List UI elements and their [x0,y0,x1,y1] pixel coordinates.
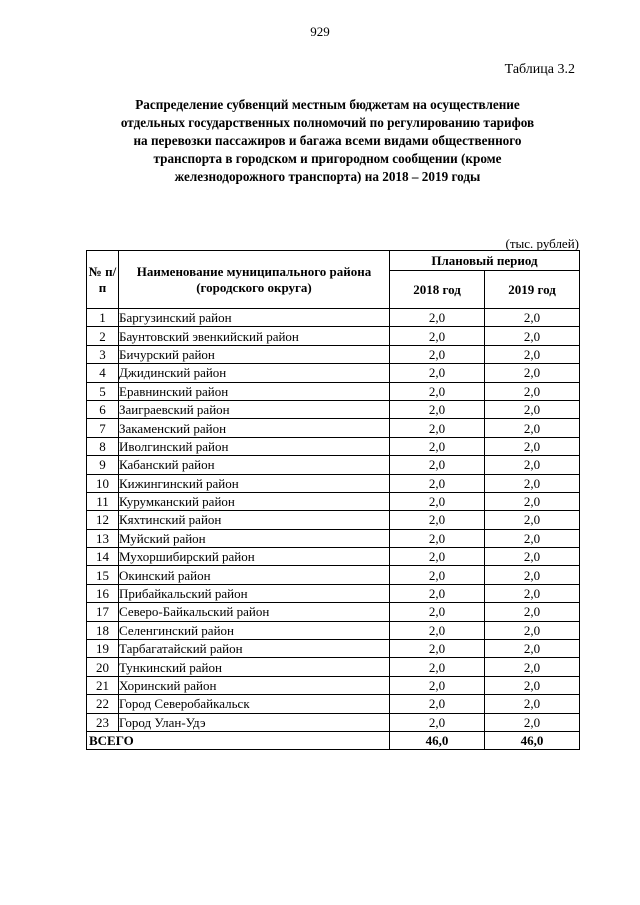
value-2018: 2,0 [390,676,485,694]
header-year-2018: 2018 год [390,271,485,309]
district-name: Джидинский район [119,364,390,382]
table-row [87,676,580,694]
district-name: Хоринский район [119,676,390,694]
value-2018: 2,0 [390,382,485,400]
district-name: Кабанский район [119,456,390,474]
value-2018: 2,0 [390,621,485,639]
value-2019: 2,0 [485,364,580,382]
header-num: № п/п [87,251,119,309]
table-row [87,640,580,658]
subsidy-table [86,250,580,750]
units-label: (тыс. рублей) [505,236,579,251]
title-line: на перевозки пассажиров и багажа всеми видами общественного [133,133,522,148]
table-row [87,327,580,345]
district-name: Тарбагатайский район [119,640,390,658]
district-name: Бичурский район [119,345,390,363]
district-name: Баргузинский район [119,309,390,327]
value-2019: 2,0 [485,437,580,455]
row-number: 5 [87,382,119,400]
row-number: 9 [87,456,119,474]
district-name: Мухоршибирский район [119,548,390,566]
value-2019: 2,0 [485,548,580,566]
district-name: Прибайкальский район [119,584,390,602]
district-name: Еравнинский район [119,382,390,400]
row-number: 14 [87,548,119,566]
value-2018: 2,0 [390,474,485,492]
table-row [87,511,580,529]
value-2019: 2,0 [485,456,580,474]
value-2019: 2,0 [485,419,580,437]
district-name: Кижингинский район [119,474,390,492]
total-value-2019: 46,0 [485,731,580,749]
table-row [87,309,580,327]
district-name: Город Улан-Удэ [119,713,390,731]
value-2018: 2,0 [390,658,485,676]
table-row [87,584,580,602]
value-2019: 2,0 [485,695,580,713]
district-name: Баунтовский эвенкийский район [119,327,390,345]
value-2018: 2,0 [390,327,485,345]
row-number: 20 [87,658,119,676]
table-row [87,695,580,713]
value-2018: 2,0 [390,603,485,621]
row-number: 4 [87,364,119,382]
value-2019: 2,0 [485,640,580,658]
row-number: 19 [87,640,119,658]
table-row [87,548,580,566]
page-number: 929 [310,24,330,39]
value-2018: 2,0 [390,400,485,418]
value-2018: 2,0 [390,456,485,474]
value-2019: 2,0 [485,327,580,345]
row-number: 1 [87,309,119,327]
table-row [87,492,580,510]
value-2018: 2,0 [390,345,485,363]
value-2019: 2,0 [485,566,580,584]
title-line: отдельных государственных полномочий по регулированию тарифов [120,115,535,130]
row-number: 18 [87,621,119,639]
table-row [87,603,580,621]
district-name: Кяхтинский район [119,511,390,529]
value-2018: 2,0 [390,713,485,731]
value-2018: 2,0 [390,419,485,437]
row-number: 21 [87,676,119,694]
value-2019: 2,0 [485,400,580,418]
total-row [87,731,580,749]
district-name: Тункинский район [119,658,390,676]
value-2019: 2,0 [485,382,580,400]
row-number: 6 [87,400,119,418]
value-2018: 2,0 [390,529,485,547]
value-2019: 2,0 [485,713,580,731]
district-name: Курумканский район [119,492,390,510]
table-row [87,456,580,474]
value-2019: 2,0 [485,345,580,363]
value-2019: 2,0 [485,529,580,547]
value-2019: 2,0 [485,309,580,327]
row-number: 11 [87,492,119,510]
value-2019: 2,0 [485,676,580,694]
value-2019: 2,0 [485,621,580,639]
table-label: Таблица 3.2 [504,62,575,77]
row-number: 13 [87,529,119,547]
table-row [87,529,580,547]
value-2018: 2,0 [390,364,485,382]
header-period: Плановый период [390,251,580,271]
document-title [100,96,555,186]
table-row [87,419,580,437]
row-number: 15 [87,566,119,584]
district-name: Заиграевский район [119,400,390,418]
total-value-2018: 46,0 [390,731,485,749]
value-2019: 2,0 [485,474,580,492]
row-number: 7 [87,419,119,437]
row-number: 3 [87,345,119,363]
row-number: 16 [87,584,119,602]
row-number: 10 [87,474,119,492]
table-row [87,658,580,676]
value-2019: 2,0 [485,511,580,529]
value-2018: 2,0 [390,492,485,510]
value-2018: 2,0 [390,511,485,529]
table-row [87,474,580,492]
value-2018: 2,0 [390,640,485,658]
row-number: 12 [87,511,119,529]
district-name: Селенгинский район [119,621,390,639]
header-name: Наименование муниципального района (городского округа) [119,251,390,309]
value-2018: 2,0 [390,695,485,713]
value-2018: 2,0 [390,548,485,566]
value-2019: 2,0 [485,492,580,510]
table-row [87,566,580,584]
district-name: Окинский район [119,566,390,584]
total-label: ВСЕГО [87,731,390,749]
row-number: 22 [87,695,119,713]
title-line: железнодорожного транспорта) на 2018 – 2019 годы [174,169,481,184]
district-name: Муйский район [119,529,390,547]
header-year-2019: 2019 год [485,271,580,309]
row-number: 2 [87,327,119,345]
value-2018: 2,0 [390,584,485,602]
row-number: 23 [87,713,119,731]
value-2018: 2,0 [390,309,485,327]
district-name: Город Северобайкальск [119,695,390,713]
value-2018: 2,0 [390,566,485,584]
table-row [87,713,580,731]
district-name: Иволгинский район [119,437,390,455]
title-line: транспорта в городском и пригородном сообщении (кроме [153,151,502,166]
table-row [87,437,580,455]
table-row [87,382,580,400]
title-line: Распределение субвенций местным бюджетам на осуществление [135,97,520,112]
value-2019: 2,0 [485,603,580,621]
district-name: Северо-Байкальский район [119,603,390,621]
table-row [87,400,580,418]
value-2018: 2,0 [390,437,485,455]
row-number: 8 [87,437,119,455]
table-row [87,621,580,639]
table-row [87,345,580,363]
district-name: Закаменский район [119,419,390,437]
value-2019: 2,0 [485,584,580,602]
table-row [87,364,580,382]
value-2019: 2,0 [485,658,580,676]
row-number: 17 [87,603,119,621]
